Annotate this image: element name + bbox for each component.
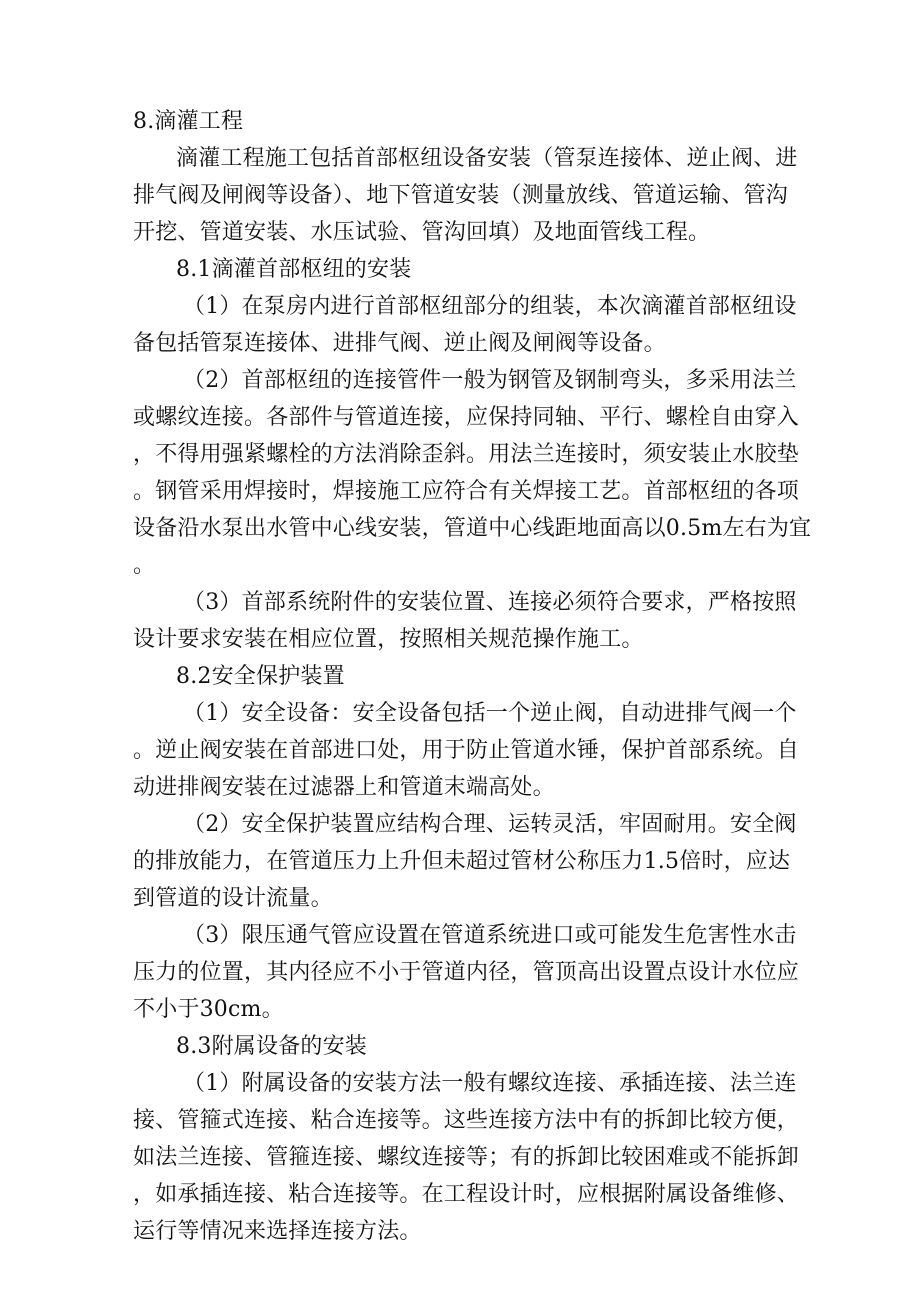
paragraph-line: 。钢管采用焊接时，焊接施工应符合有关焊接工艺。首部枢纽的各项 (133, 479, 800, 504)
paragraph-line: 滴灌工程施工包括首部枢纽设备安装（管泵连接体、逆止阀、进 (176, 146, 798, 171)
paragraph-line: ，如承插连接、粘合连接等。在工程设计时，应根据附属设备维修、 (133, 1182, 800, 1207)
paragraph-line: 如法兰连接、管箍连接、螺纹连接等；有的拆卸比较困难或不能拆卸 (133, 1145, 800, 1170)
paragraph-line: 运行等情况来选择连接方法。 (133, 1219, 422, 1244)
paragraph-line: 排气阀及闸阀等设备）、地下管道安装（测量放线、管道运输、管沟 (133, 183, 789, 208)
section-title-8-3: 8.3附属设备的安装 (176, 1034, 367, 1059)
paragraph-line: （3）限压通气管应设置在管道系统进口或可能发生危害性水击 (183, 923, 797, 948)
paragraph-line: 设计要求安装在相应位置，按照相关规范操作施工。 (133, 627, 644, 652)
document-page (133, 103, 812, 1250)
paragraph-line: 。 (133, 553, 156, 578)
paragraph-line: （2）安全保护装置应结构合理、运转灵活，牢固耐用。安全阀 (183, 812, 797, 837)
paragraph-line: （1）附属设备的安装方法一般有螺纹连接、承插连接、法兰连 (183, 1071, 797, 1096)
paragraph-line: 备包括管泵连接体、进排气阀、逆止阀及闸阀等设备。 (133, 331, 666, 356)
paragraph-line: 接、管箍式连接、粘合连接等。这些连接方法中有的拆卸比较方便， (133, 1108, 800, 1133)
paragraph-line: 或螺纹连接。各部件与管道连接，应保持同轴、平行、螺栓自由穿入 (133, 405, 800, 430)
paragraph-line: （3）首部系统附件的安装位置、连接必须符合要求，严格按照 (183, 590, 797, 615)
paragraph-line: ，不得用强紧螺栓的方法消除歪斜。用法兰连接时，须安装止水胶垫 (133, 442, 800, 467)
paragraph-line: 设备沿水泵出水管中心线安装，管道中心线距地面高以0.5m左右为宜 (133, 516, 812, 541)
section-title-8: 8.滴灌工程 (133, 109, 244, 134)
paragraph-line: 的排放能力，在管道压力上升但未超过管材公称压力1.5倍时，应达 (133, 849, 791, 874)
section-title-8-2: 8.2安全保护装置 (176, 664, 345, 689)
paragraph-line: 到管道的设计流量。 (133, 886, 333, 911)
paragraph-line: 不小于30cm。 (133, 997, 284, 1022)
section-title-8-1: 8.1滴灌首部枢纽的安装 (176, 257, 412, 282)
paragraph-line: （1）在泵房内进行首部枢纽部分的组装，本次滴灌首部枢纽设 (183, 294, 797, 319)
paragraph-line: （2）首部枢纽的连接管件一般为钢管及钢制弯头，多采用法兰 (183, 368, 797, 393)
paragraph-line: 动进排阀安装在过滤器上和管道末端高处。 (133, 775, 555, 800)
paragraph-line: 。逆止阀安装在首部进口处，用于防止管道水锤，保护首部系统。自 (133, 738, 800, 763)
paragraph-line: 开挖、管道安装、水压试验、管沟回填）及地面管线工程。 (133, 220, 711, 245)
paragraph-line: 压力的位置，其内径应不小于管道内径，管顶高出设置点设计水位应 (133, 960, 800, 985)
paragraph-line: （1）安全设备：安全设备包括一个逆止阀，自动进排气阀一个 (183, 701, 797, 726)
